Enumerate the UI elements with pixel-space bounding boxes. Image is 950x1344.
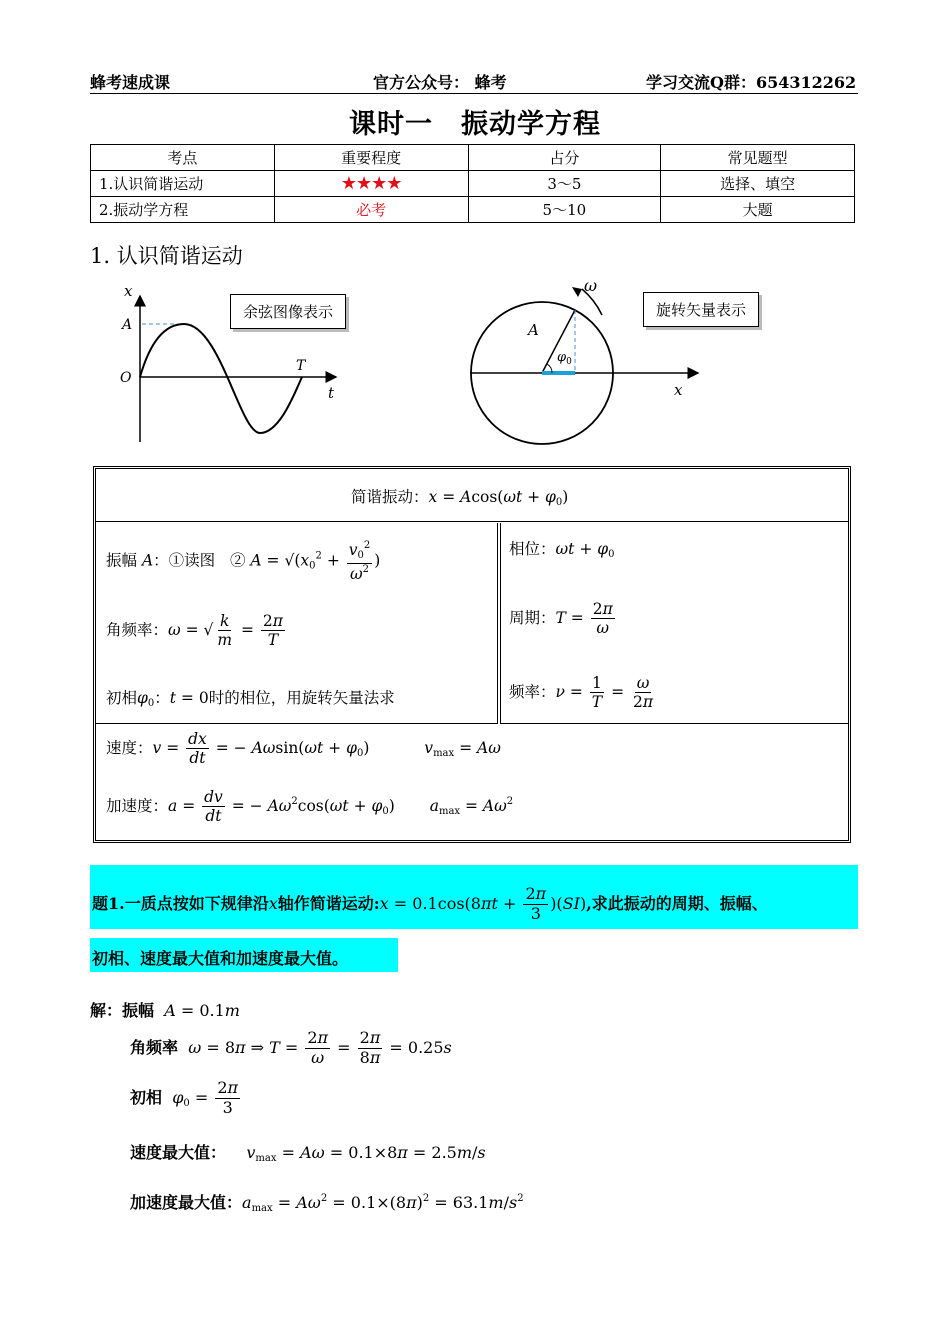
page-title: 课时一 振动学方程 [349, 109, 601, 140]
solution-omega: 角频率 ω = 8π ⇒ T = $\frac{2\pi}{\omega}$ = $\frac{2\pi}{8\pi}$ = 0.25s [130, 1028, 452, 1067]
table-cell-type: 选择、填空 [661, 171, 855, 197]
table-cell-score: 3～5 [468, 171, 661, 197]
solution-amplitude-label: 振幅 [122, 1001, 155, 1020]
solution-omega-label: 角频率 [130, 1037, 179, 1057]
omega-text: 角频率： [106, 620, 169, 639]
table-cell-importance [274, 197, 468, 223]
velocity-text: 速度： [106, 738, 153, 757]
table-cell-topic: 2.振动学方程 [91, 197, 275, 223]
formula-box [93, 466, 851, 843]
main-formula: 简谐振动：$x = Acos(\omega t + \varphi_0)$ [351, 488, 569, 508]
table-cell-importance [274, 171, 468, 197]
origin-label: O [120, 370, 132, 386]
question-highlight-line2 [90, 938, 398, 972]
cosine-curve [140, 324, 302, 433]
omega-formula: 角频率：ω = √ $\frac{k}{m}$ = $\frac{2\pi}{T}$ [106, 612, 283, 650]
question-suffix: ,求此振动的周期、振幅、 [586, 893, 768, 913]
section-heading: 1. 认识简谐运动 [90, 244, 243, 268]
amplitude-label: A [122, 317, 133, 333]
solution-vmax: 速度最大值： $v_{max} = A\omega = 0.1\times 8\pi = 2.5m/s$ [130, 1143, 486, 1164]
phi0-label [557, 350, 572, 367]
phi0-text: 初相 [106, 689, 138, 707]
phase-text: 相位： [509, 540, 556, 558]
question-line2: 初相、速度最大值和加速度最大值。 [92, 949, 349, 968]
phasor-label: 旋转矢量表示 [643, 292, 759, 327]
importance-stars: ★★★★ [340, 173, 402, 194]
question-prefix: 题1.一质点按如下规律沿 [92, 893, 269, 913]
table-header-cell: 重要程度 [274, 145, 468, 171]
header-right: 学习交流Q群：654312262 [646, 73, 857, 92]
formula-main-cell [96, 469, 848, 522]
solution-phi: 初相 $\varphi_0$ = $\frac{2\pi}{3}$ [130, 1078, 239, 1117]
key-points-table [90, 144, 855, 223]
solution-phi-label: 初相 [130, 1087, 163, 1107]
acceleration-formula: 加速度：a = $\frac{dv}{dt}$ = − $A\omega^2\cos(\omega t + \varphi_0) a_{max} = A\omega^2$ [106, 788, 514, 826]
rotation-arrowhead [572, 287, 582, 297]
question-highlight-line1 [90, 865, 858, 929]
frequency-text: 频率： [509, 682, 556, 701]
phi-subscript: 0 [566, 357, 572, 367]
amplitude-method2: ② [229, 551, 246, 570]
phase-formula: 相位：$\omega t + \varphi_0$ [509, 540, 615, 560]
acceleration-text: 加速度： [106, 796, 169, 815]
period-label: T [296, 358, 306, 374]
header-left: 蜂考速成课 [90, 73, 171, 92]
phasor-amplitude-label: A [528, 321, 539, 339]
header-center: 官方公众号： 蜂考 [373, 73, 507, 92]
table-cell-type: 大题 [661, 197, 855, 223]
cosine-graph-label: 余弦图像表示 [230, 294, 346, 329]
solution-amplitude: 解：振幅 A = 0.1m [90, 1001, 240, 1020]
question-mid: 轴作简谐运动: [277, 893, 380, 913]
table-row [91, 171, 855, 197]
solution-amax: 加速度最大值：$a_{max} = A\omega^2 = 0.1\times(8\pi)^2 = 63.1m/s^2$ [130, 1193, 524, 1214]
period-text: 周期： [509, 608, 556, 627]
table-header-cell: 占分 [468, 145, 661, 171]
table-header-cell: 考点 [91, 145, 275, 171]
velocity-formula: 速度：v = $\frac{dx}{dt}$ = − $A\omega\sin(\omega t + \varphi_0)$ $v_{max} = A\omega$ [106, 730, 501, 768]
amplitude-method1: ①读图 [168, 551, 216, 570]
x-axis-label: t [328, 384, 335, 402]
solution-intro: 解： [90, 1001, 123, 1020]
amplitude-text: 振幅 [106, 551, 138, 570]
question-line1: 题1.一质点按如下规律沿x轴作简谐运动:x = 0.1cos(8πt + $\frac{2\pi}{3}$ )(SI),求此振动的周期、振幅、 [92, 884, 768, 923]
table-cell-topic: 1.认识简谐运动 [91, 171, 275, 197]
omega-label: ω [584, 276, 598, 295]
frequency-formula: 频率：ν = $\frac{1}{T}$ = $\frac{\omega}{2\pi}$ [509, 674, 654, 712]
table-cell-score: 5～10 [468, 197, 661, 223]
formula-bottom-cell [96, 725, 848, 840]
y-axis-label: x [124, 282, 133, 300]
table-header-row [91, 145, 855, 171]
phi0-formula: 初相$\varphi_0$：t = 0时的相位，用旋转矢量法求 [106, 689, 395, 709]
header-divider [90, 93, 858, 94]
main-formula-label: 简谐振动： [351, 488, 429, 506]
phi-symbol: φ [557, 350, 567, 365]
table-row [91, 197, 855, 223]
period-formula: 周期：T = $\frac{2\pi}{\omega}$ [509, 600, 613, 638]
phi0-description: 时的相位，用旋转矢量法求 [208, 689, 395, 707]
solution-amax-label: 加速度最大值： [130, 1193, 243, 1212]
formula-left-cell [96, 523, 498, 724]
solution-vmax-label: 速度最大值： [130, 1143, 227, 1162]
amplitude-formula: 振幅 A：①读图 ② $A = √(x_0^2$ + $\frac{v_0^2}{\omega^2}$ ) [106, 540, 381, 583]
table-header-cell: 常见题型 [661, 145, 855, 171]
importance-must: 必考 [356, 201, 387, 219]
formula-right-cell [500, 523, 848, 724]
phasor-x-label: x [674, 381, 683, 399]
